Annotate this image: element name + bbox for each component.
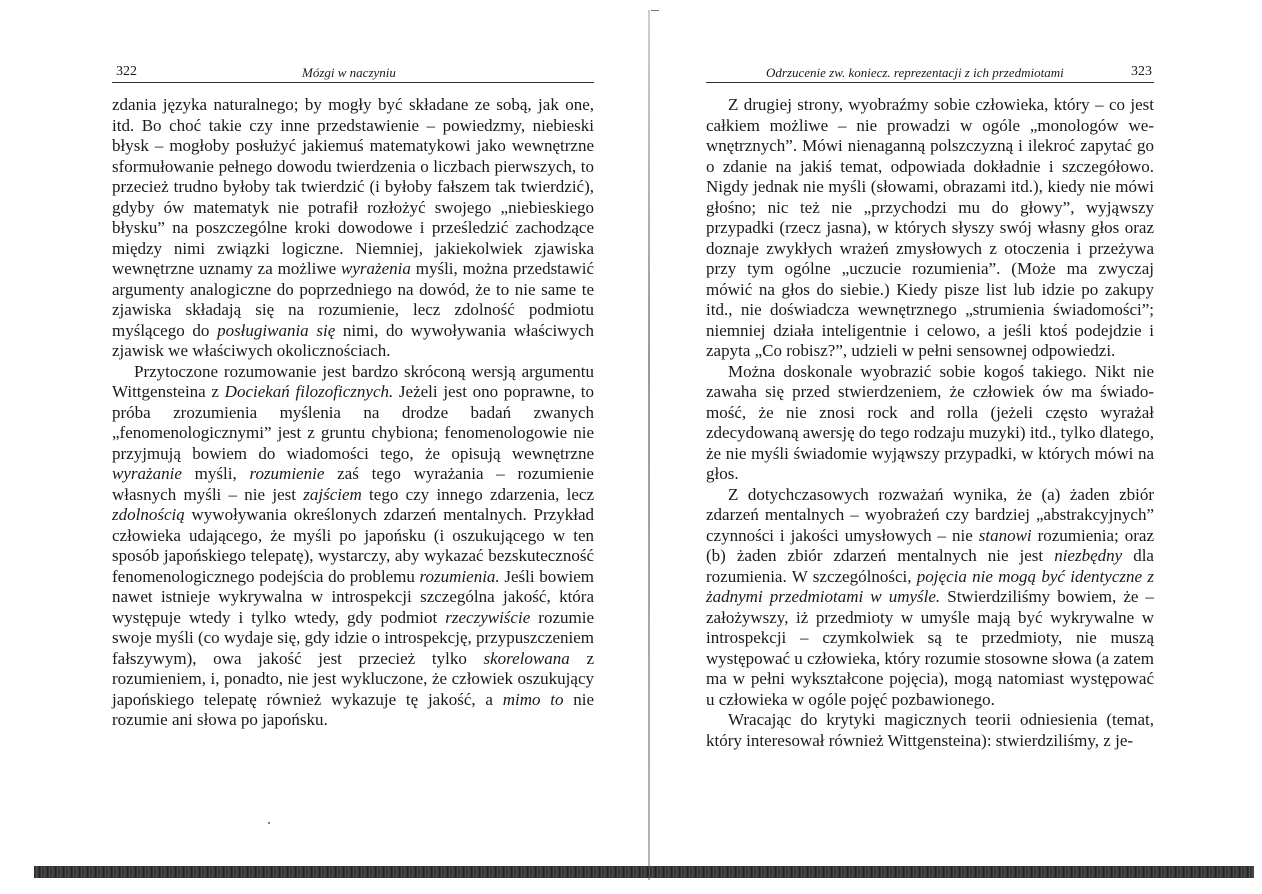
left-body-text — [112, 95, 594, 731]
italic-phrase: stanowi — [978, 525, 1032, 545]
scan-edge-band — [34, 866, 1254, 878]
text-run: tego czy innego zdarzenia, lecz — [361, 484, 594, 504]
page-number: 322 — [116, 64, 137, 79]
text-run: nie rozumie ani słowa po japońsku. — [112, 689, 594, 729]
italic-phrase: zajściem — [303, 484, 362, 504]
italic-phrase: posługiwania się — [217, 320, 336, 340]
text-run: Jeżeli jest ono poprawne, to próba zrozumienia myślenia na drodze badań zwanych „fenomenologicznymi” jest z gruntu chybiona; fenomenologowie nie przyjmują bowiem do wiadomości tego, że opisują wewnętrzne — [112, 382, 594, 463]
text-run: Przytoczone rozumowanie jest bardzo skróconą wersją argumentu Wittgensteina z — [112, 361, 594, 401]
paragraph — [706, 710, 1154, 751]
italic-phrase: Dociekań filozoficznych. — [224, 382, 394, 401]
italic-phrase: rzeczywiście — [445, 607, 531, 627]
italic-phrase: skorelowana — [483, 648, 570, 668]
text-run: Jeśli bowiem nawet istnieje wykrywalna w introspekcji szczególna jakość, która występuje wtedy i tylko wtedy, gdy podmiot — [112, 566, 594, 627]
gutter-mark — [651, 10, 659, 17]
running-title: Odrzucenie zw. koniecz. reprezentacji z ich przedmiotami — [766, 65, 1064, 80]
italic-phrase: zdolnością — [112, 505, 185, 524]
book-gutter — [648, 10, 650, 880]
italic-phrase: niezbędny — [1054, 546, 1123, 565]
paragraph — [112, 95, 594, 362]
text-run: rozumie swoje myśli (co wydaje się, gdy idzie o introspekcję, przypuszczeniem fałszywym), owa jakość jest przecież tylko — [112, 607, 594, 668]
italic-phrase: wyrażanie — [112, 464, 182, 483]
paragraph — [706, 485, 1154, 711]
text-run: Z drugiej strony, wyobraźmy sobie człowieka, który – co jest całkiem możliwe – nie prowadzi w ogóle „monologów wewnętrznych”. Mówi nienaganną polszczyzną i ilekroć zapytać go o zdanie na jakiś temat, odpowiada dokładnie i szczegółowo. Nigdy jednak nie myśli (słowami, obrazami itd.), kiedy nie mówi głośno; nic też nie „przychodzi mu do głowy”, wyjąwszy przypadki (rzecz jasna), w których słyszy swój własny głos oraz doznaje zwykłych wrażeń zmysłowych z otoczenia i przeżywa przy tym ogólne „uczucie rozumienia”. (Może ma zwyczaj mówić na głos do siebie.) Kiedy pisze list lub idzie po zakupy itd., nie doświadcza wewnętrznego „strumienia świadomości”; niemniej działa inteligentnie i celowo, a jeśli ktoś podejdzie i zapyta „Co robisz?”, udzieli w pełni sensownej odpowiedzi. — [706, 95, 1154, 360]
paragraph — [112, 362, 594, 731]
text-run: rozumienia; oraz (b) żaden zbiór zdarzeń mentalnych nie jest — [706, 525, 1154, 565]
italic-phrase: pojęcia nie mogą być identyczne z żadnymi przedmiotami w umyśle. — [706, 566, 1154, 606]
italic-phrase: rozumienie — [249, 464, 325, 483]
text-run: Wracając do krytyki magicznych teorii odniesienia (temat, który interesował również Wittgensteina): stwierdziliśmy, z je- — [706, 710, 1154, 750]
right-body-text — [706, 95, 1154, 751]
paragraph — [706, 95, 1154, 362]
left-page — [112, 60, 594, 731]
right-running-head — [706, 60, 1154, 83]
text-run: dla rozumienia. W szczególności, — [706, 546, 1154, 586]
italic-phrase: mimo to — [502, 689, 564, 709]
text-run: wywoływania określonych zdarzeń mentalnych. Przykład człowieka udającego, że myśli po japońsku (i oszukującego w ten sposób japońskiego telepatę), wystarczy, aby wykazać bezskuteczność fenomenologicznego podejścia do problemu — [112, 505, 594, 586]
text-run: Stwierdziliśmy bowiem, że – założywszy, iż przedmioty w umyśle mają być wykrywalne w introspekcji – czymkolwiek są te przedmioty, nie muszą występować u człowieka, który rozumie stosowne słowa (a zatem ma w pełni wykształcone pojęcia), mogą natomiast występować u człowieka w ogóle pojęć pozbawionego. — [706, 587, 1154, 709]
text-run: Z dotychczasowych rozważań wynika, że (a) żaden zbiór zdarzeń mentalnych – wyobrażeń czy bardziej „abstrakcyjnych” czynności i jakości umysłowych – nie — [706, 484, 1154, 545]
paragraph — [706, 362, 1154, 485]
text-run: z rozumieniem, i, ponadto, nie jest wykluczone, że człowiek oszukujący japońskiego telepatę również wykazuje tę jakość, a — [112, 648, 595, 709]
text-run: nimi, do wywoływania właściwych zjawisk we właściwych okolicznościach. — [112, 320, 594, 360]
right-page — [706, 60, 1154, 751]
italic-phrase: rozumienia. — [419, 566, 500, 586]
running-title: Mózgi w naczyniu — [302, 65, 396, 80]
text-run: myśli, — [181, 464, 250, 483]
text-run: zaś tego wyrażania – rozumienie własnych myśli – nie jest — [112, 464, 594, 504]
page-number: 323 — [1131, 64, 1152, 79]
italic-phrase: wyrażenia — [341, 259, 411, 278]
left-running-head — [112, 60, 594, 83]
text-run: Można doskonale wyobrazić sobie kogoś takiego. Nikt nie zawaha się przed stwierdzeniem, że człowiek ów ma świadomość, że nie znosi rock and rolla (jeżeli często wyrażał zdecydowaną awersję do tego rodzaju muzyki) itd., tylko dlatego, że nie myśli świadomie wyjąwszy przypadki, w których mówi na głos. — [706, 361, 1154, 483]
scan-speck — [268, 822, 270, 824]
text-run: myśli, można przedstawić argumenty analogiczne do poprzedniego na dowód, że to nie same te zjawiska składają się na rozumienie, lecz zdolność podmiotu myślącego do — [112, 259, 594, 340]
text-run: zdania języka naturalnego; by mogły być składane ze sobą, jak one, itd. Bo choć takie czy inne przedstawienie – powiedzmy, niebieski błysk – mogłoby posłużyć jakiemuś matematykowi jako wewnętrzne sformułowanie pełnego dowodu twierdzenia o liczbach pierwszych, to przecież trudno byłoby tak twierdzić (i byłoby fałszem tak twierdzić), gdyby ów matematyk nie potrafił rozłożyć swojego „niebieskiego błysku” na poszczególne kroki dowodowe i prześledzić zachodzące między nimi związki logiczne. Niemniej, jakiekolwiek zjawiska wewnętrzne uznamy za możliwe — [112, 95, 594, 278]
